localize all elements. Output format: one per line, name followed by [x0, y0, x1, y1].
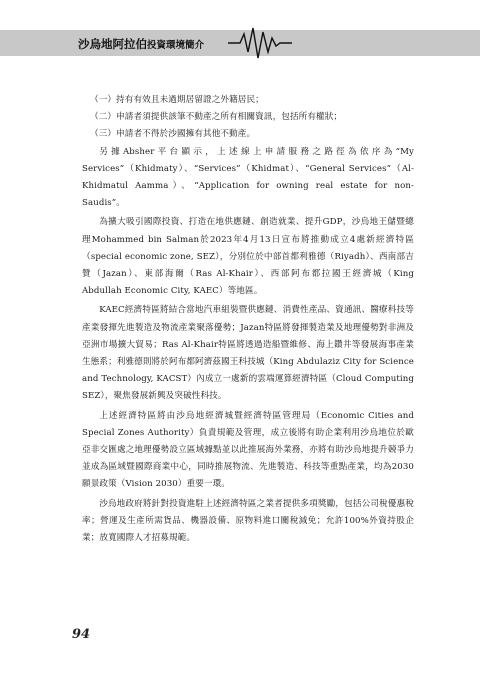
header-title [78, 35, 204, 53]
page-header [0, 0, 480, 72]
list-item: （二）申請者須提供該筆不動產之所有相關資訊，包括所有權狀； [90, 112, 343, 123]
header-title-main: 沙烏地阿拉伯 [78, 37, 147, 51]
pulse-wave-icon [0, 22, 480, 64]
body-paragraph: 另據Absher平台顯示，上述線上申請服務之路徑為依序為“My Services”（Khidmaty）、“Services”（Khidmat）、“General Services”（Al-Khidmatul Aamma）、“Application for owning real estate for non-Saudis”。 [82, 146, 414, 209]
list-item: （一）持有有效且未過期居留證之外籍居民； [90, 95, 264, 105]
body-paragraph: KAEC經濟特區將結合當地汽車組裝暨供應鏈、消費性產品、資通訊、醫療科技等產業發揮先進製造及物流產業聚落優勢；Jazan特區將發揮製造業及地理優勢對非洲及亞洲市場擴大貿易；Ras Al-Khair特區將透過造船暨維修、海上鑽井等發展海事產業生態系；利雅德則將於阿布都阿濟茲國王科技城（King Abdulaziz City for Science and Technology, KACST）內成立一處新的雲端運算經濟特區（Cloud Computing SEZ），聚焦發展新興及突破性科技。 [82, 305, 414, 402]
header-title-sub: 投資環境簡介 [147, 40, 205, 51]
page-number: 94 [72, 627, 91, 642]
body-paragraph: 上述經濟特區將由沙烏地經濟城暨經濟特區管理局（Economic Cities and Special Zones Authority）負責規範及管理，成立後將有助企業利用沙烏地位於歐亞非交匯處之地理優勢設立區域據點並以此推展海外業務，亦將有助沙烏地提升競爭力並成為區域暨國際商業中心，同時推展物流、先進製造、科技等重點產業，均為2030願景政策（Vision 2030）重要一環。 [82, 410, 414, 490]
list-item: （三）申請者不得於沙國擁有其他不動產。 [90, 129, 256, 140]
page-body [82, 92, 414, 547]
body-paragraph: 沙烏地政府將針對投資進駐上述經濟特區之業者提供多項獎勵，包括公司稅優惠稅率；營運及生產所需貨品、機器設備、原物料進口關稅減免；允許100%外資持股企業；放寬國際人才招募規範。 [82, 498, 414, 544]
body-paragraph: 為擴大吸引國際投資、打造在地供應鏈、創造就業、提升GDP，沙烏地王儲暨總理Mohammed bin Salman於2023年4月13日宣布將推動成立4處新經濟特區（special economic zone, SEZ），分別位於中部首都利雅德（Riyadh）、西南部吉贊（Jazan）、東部海爾（Ras Al-Khair）、西部阿布都拉國王經濟城（King Abdullah Economic City, KAEC）等地區。 [82, 217, 414, 297]
